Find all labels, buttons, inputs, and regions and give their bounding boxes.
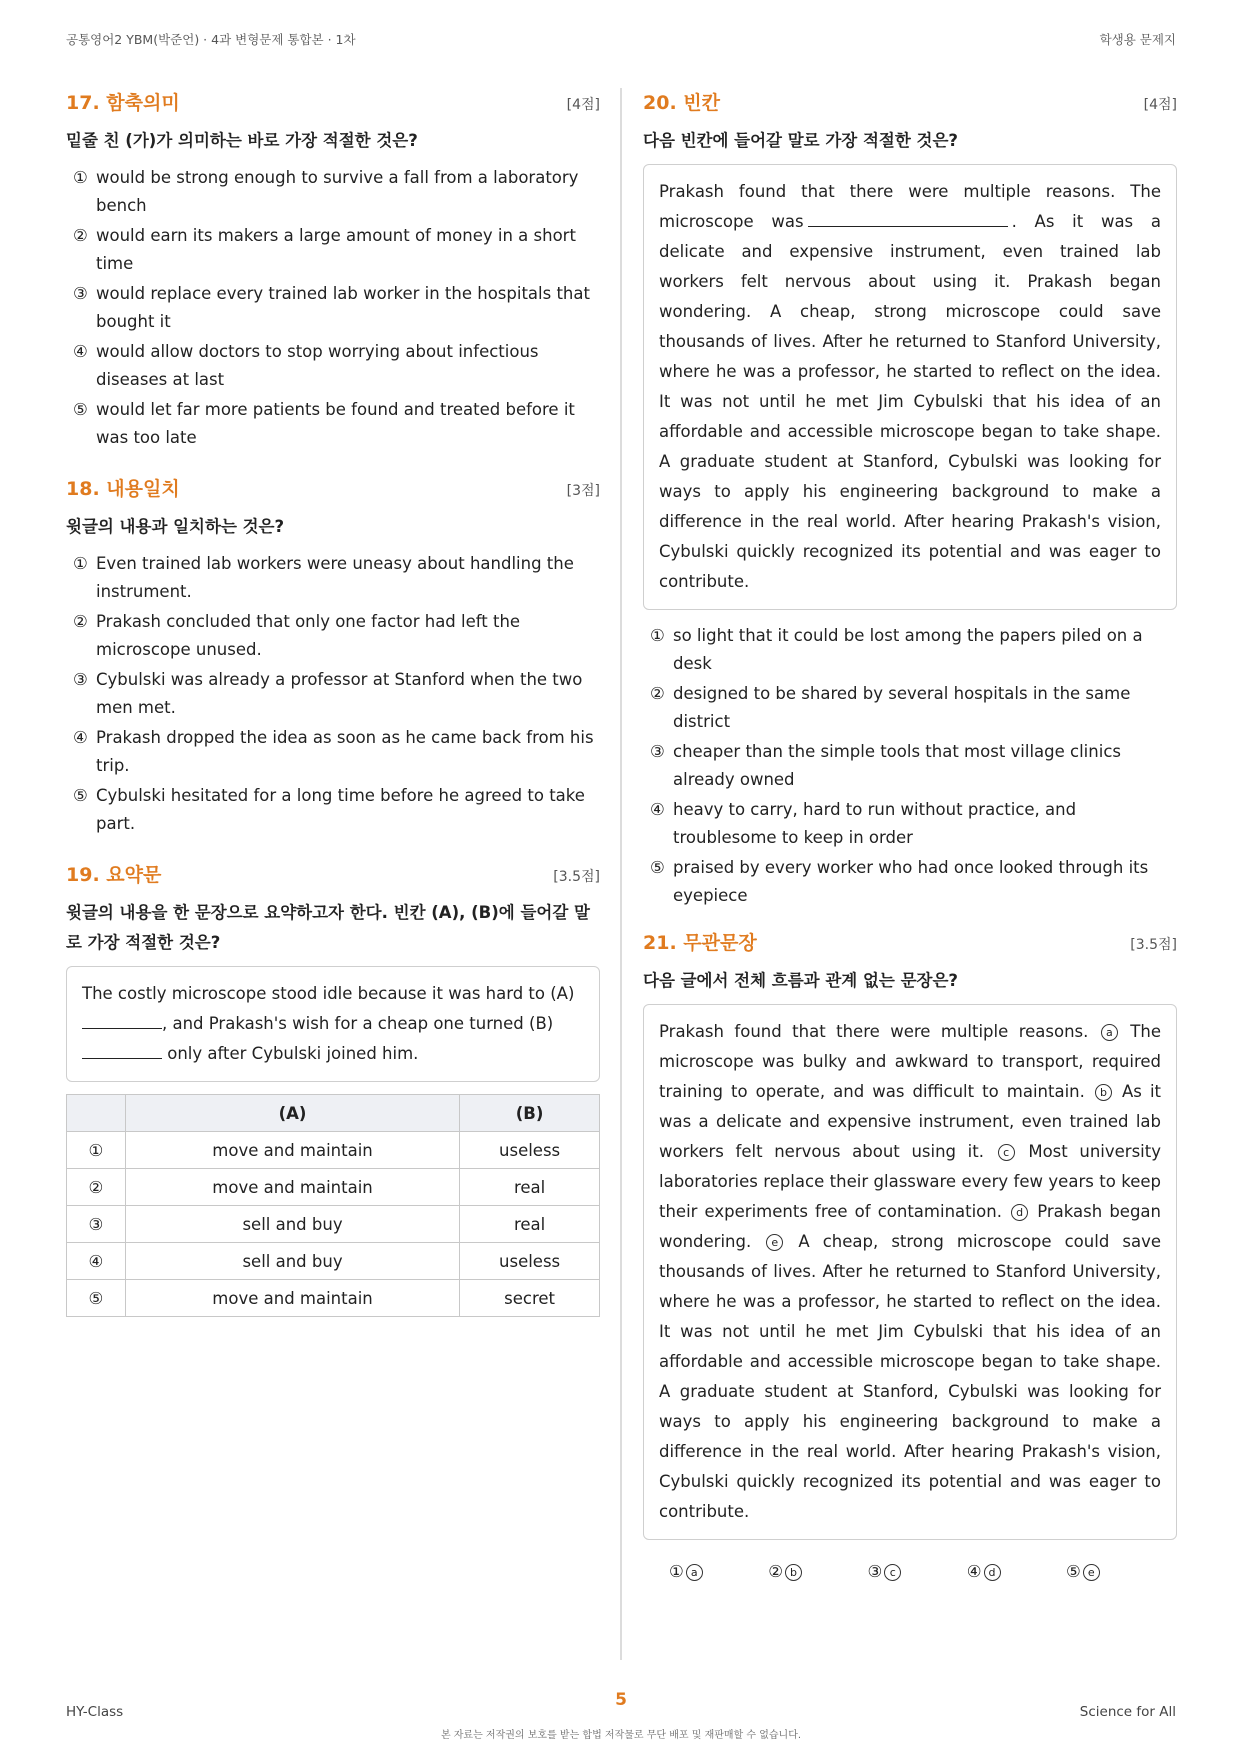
- table-cell-a: move and maintain: [125, 1132, 459, 1169]
- option[interactable]: [66, 222, 600, 278]
- question-21-choices: [643, 1562, 1177, 1581]
- option[interactable]: [66, 338, 600, 394]
- table-row[interactable]: [67, 1243, 600, 1280]
- choice-number: ⑤: [1066, 1562, 1081, 1581]
- page-header: [66, 30, 1176, 54]
- question-17-head: [66, 88, 600, 118]
- option-text: Prakash concluded that only one factor had left the microscope unused.: [96, 612, 521, 659]
- option-number: ④: [73, 728, 88, 747]
- table-cell-a: sell and buy: [125, 1243, 459, 1280]
- table-row[interactable]: [67, 1132, 600, 1169]
- question-19-points: [3.5점]: [553, 869, 600, 885]
- option-number: ③: [650, 742, 665, 761]
- choice-marker: c: [884, 1564, 901, 1581]
- question-21-title: 21. 무관문장: [643, 932, 757, 954]
- marker-e: e: [766, 1234, 783, 1251]
- option-number: ②: [73, 226, 88, 245]
- summary-part-2: , and Prakash's wish for a cheap one turned (B): [162, 1014, 554, 1033]
- table-row[interactable]: [67, 1169, 600, 1206]
- question-20-points: [4점]: [1143, 97, 1177, 113]
- question-19-head: [66, 860, 600, 890]
- table-cell-num: ⑤: [67, 1280, 126, 1317]
- option[interactable]: [66, 396, 600, 452]
- table-header-a: (A): [125, 1095, 459, 1132]
- header-right: 학생용 문제지: [1099, 32, 1176, 47]
- summary-part-1: The costly microscope stood idle because it was hard to (A): [82, 984, 575, 1003]
- option-text: so light that it could be lost among the papers piled on a desk: [673, 626, 1143, 673]
- option-number: ①: [650, 626, 665, 645]
- table-cell-num: ④: [67, 1243, 126, 1280]
- option[interactable]: [643, 796, 1177, 852]
- table-row[interactable]: [67, 1280, 600, 1317]
- question-18-title: 18. 내용일치: [66, 478, 180, 500]
- option[interactable]: [66, 724, 600, 780]
- option-text: would allow doctors to stop worrying about infectious diseases at last: [96, 342, 539, 389]
- answer-table: [66, 1094, 600, 1317]
- marker-a: a: [1101, 1024, 1118, 1041]
- blank-b[interactable]: [82, 1045, 162, 1059]
- question-20: [643, 88, 1177, 910]
- choice-number: ②: [768, 1562, 784, 1581]
- choice-5[interactable]: [1066, 1562, 1160, 1581]
- option-text: Cybulski was already a professor at Stanford when the two men met.: [96, 670, 583, 717]
- question-21-points: [3.5점]: [1130, 937, 1177, 953]
- question-19: [66, 860, 600, 1317]
- table-cell-a: sell and buy: [125, 1206, 459, 1243]
- choice-number: ④: [966, 1562, 982, 1581]
- question-20-title: 20. 빈칸: [643, 92, 720, 114]
- choice-marker: d: [984, 1564, 1001, 1581]
- question-19-prompt: 윗글의 내용을 한 문장으로 요약하고자 한다. 빈칸 (A), (B)에 들어갈 말로 가장 적절한 것은?: [66, 903, 590, 952]
- choice-3[interactable]: [868, 1562, 962, 1581]
- sentence-0: Prakash found that there were multiple reasons.: [659, 1022, 1089, 1041]
- marker-c: c: [998, 1144, 1015, 1161]
- option-text: would earn its makers a large amount of money in a short time: [96, 226, 576, 273]
- passage-before-blank: Prakash found that there were multiple reasons. The microscope was: [659, 182, 1161, 231]
- right-column: [643, 88, 1177, 1581]
- option[interactable]: [66, 164, 600, 220]
- option-number: ⑤: [73, 400, 88, 419]
- question-20-head: [643, 88, 1177, 118]
- option[interactable]: [643, 738, 1177, 794]
- choice-marker: e: [1083, 1564, 1100, 1581]
- option-number: ③: [73, 670, 88, 689]
- left-column: [66, 88, 600, 1317]
- option[interactable]: [643, 854, 1177, 910]
- option-number: ②: [650, 684, 665, 703]
- option-text: cheaper than the simple tools that most village clinics already owned: [673, 742, 1121, 789]
- copyright-notice: 본 자료는 저작권의 보호를 받는 합법 저작물로 무단 배포 및 재판매할 수 없습니다.: [440, 1730, 802, 1741]
- column-divider: [620, 88, 622, 1660]
- table-cell-b: secret: [460, 1280, 600, 1317]
- choice-number: ①: [669, 1562, 684, 1581]
- page-footer: [66, 1690, 1176, 1740]
- marker-b: b: [1095, 1084, 1112, 1101]
- table-cell-b: useless: [460, 1132, 600, 1169]
- table-cell-b: real: [460, 1206, 600, 1243]
- page-number: 5: [615, 1690, 627, 1710]
- option[interactable]: [643, 680, 1177, 736]
- option-text: would let far more patients be found and treated before it was too late: [96, 400, 575, 447]
- table-cell-num: ①: [67, 1132, 126, 1169]
- option-text: designed to be shared by several hospitals in the same district: [673, 684, 1131, 731]
- option-text: heavy to carry, hard to run without practice, and troublesome to keep in order: [673, 800, 1077, 847]
- sentence-b: As it was a delicate and expensive instrument, even trained lab workers felt nervous about using it.: [659, 1082, 1161, 1161]
- choice-marker: a: [686, 1564, 703, 1581]
- option-text: Even trained lab workers were uneasy about handling the instrument.: [96, 554, 574, 601]
- sentence-e: A cheap, strong microscope could save thousands of lives. After he returned to Stanford University, where he was a professor, he started to reflect on the idea. It was not until he met Jim Cybulski that his idea of an affordable and accessible microscope began to take shape. A graduate student at Stanford, Cybulski was looking for ways to apply his engineering background to make a difference in the real world. After hearing Prakash's vision, Cybulski quickly recognized its potential and was eager to contribute.: [659, 1232, 1161, 1521]
- question-17-options: [66, 164, 600, 452]
- question-18-points: [3점]: [566, 483, 600, 499]
- option[interactable]: [66, 782, 600, 838]
- passage-after-blank: . As it was a delicate and expensive instrument, even trained lab workers felt nervous about using it. Prakash began wondering. A cheap, strong microscope could save thousands of lives. After he returned to Stanford University, where he was a professor, he started to reflect on the idea. It was not until he met Jim Cybulski that his idea of an affordable and accessible microscope began to take shape. A graduate student at Stanford, Cybulski was looking for ways to apply his engineering background to make a difference in the real world. After hearing Prakash's vision, Cybulski quickly recognized its potential and was eager to contribute.: [659, 212, 1161, 591]
- question-20-options: [643, 622, 1177, 910]
- footer-right: Science for All: [1079, 1704, 1176, 1720]
- question-20-passage: [643, 164, 1177, 610]
- choice-2[interactable]: [768, 1562, 862, 1581]
- table-header-num: [67, 1095, 126, 1132]
- option[interactable]: [66, 608, 600, 664]
- option-text: Cybulski hesitated for a long time before he agreed to take part.: [96, 786, 585, 833]
- option[interactable]: [66, 280, 600, 336]
- choice-4[interactable]: [967, 1562, 1061, 1581]
- option[interactable]: [66, 550, 600, 606]
- table-cell-b: useless: [460, 1243, 600, 1280]
- table-cell-num: ③: [67, 1206, 126, 1243]
- question-18-head: [66, 474, 600, 504]
- question-21: [643, 928, 1177, 1581]
- question-17: [66, 88, 600, 452]
- option[interactable]: [66, 666, 600, 722]
- sentence-c: Most university laboratories replace their glassware every few years to keep their experiments free of contamination.: [659, 1142, 1161, 1221]
- option-number: ③: [73, 284, 88, 303]
- footer-left: HY-Class: [66, 1704, 124, 1720]
- question-17-prompt: 밑줄 친 (가)가 의미하는 바로 가장 적절한 것은?: [66, 131, 418, 150]
- question-17-title: 17. 함축의미: [66, 92, 180, 114]
- option-text: Prakash dropped the idea as soon as he came back from his trip.: [96, 728, 594, 775]
- table-cell-b: real: [460, 1169, 600, 1206]
- option[interactable]: [643, 622, 1177, 678]
- choice-marker: b: [785, 1564, 802, 1581]
- option-number: ④: [650, 800, 665, 819]
- sentence-a: The microscope was bulky and awkward to transport, required training to operate, and was difficult to maintain.: [659, 1022, 1161, 1101]
- question-21-prompt: 다음 글에서 전체 흐름과 관계 없는 문장은?: [643, 971, 959, 990]
- question-21-passage: [643, 1004, 1177, 1540]
- option-text: praised by every worker who had once looked through its eyepiece: [673, 858, 1149, 905]
- question-20-prompt: 다음 빈칸에 들어갈 말로 가장 적절한 것은?: [643, 131, 959, 150]
- option-number: ②: [73, 612, 88, 631]
- table-row[interactable]: [67, 1206, 600, 1243]
- question-18-prompt: 윗글의 내용과 일치하는 것은?: [66, 517, 285, 536]
- passage-blank[interactable]: [808, 211, 1008, 227]
- option-number: ①: [73, 168, 88, 187]
- question-18: [66, 474, 600, 838]
- option-text: would be strong enough to survive a fall from a laboratory bench: [96, 168, 579, 215]
- choice-1[interactable]: [669, 1562, 763, 1581]
- option-number: ①: [73, 554, 88, 573]
- table-cell-num: ②: [67, 1169, 126, 1206]
- question-17-points: [4점]: [566, 97, 600, 113]
- sentence-d: Prakash began wondering.: [659, 1202, 1161, 1251]
- marker-d: d: [1011, 1204, 1028, 1221]
- choice-number: ③: [867, 1562, 883, 1581]
- table-cell-a: move and maintain: [125, 1169, 459, 1206]
- table-header-row: [67, 1095, 600, 1132]
- option-number: ⑤: [650, 858, 665, 877]
- option-number: ⑤: [73, 786, 88, 805]
- summary-box: [66, 966, 600, 1082]
- question-21-head: [643, 928, 1177, 958]
- option-number: ④: [73, 342, 88, 361]
- question-19-title: 19. 요약문: [66, 864, 162, 886]
- blank-a[interactable]: [82, 1015, 162, 1029]
- header-left: 공통영어2 YBM(박준언) · 4과 변형문제 통합본 · 1차: [66, 32, 356, 47]
- summary-part-3: only after Cybulski joined him.: [162, 1044, 419, 1063]
- option-text: would replace every trained lab worker in the hospitals that bought it: [96, 284, 590, 331]
- table-cell-a: move and maintain: [125, 1280, 459, 1317]
- table-header-b: (B): [460, 1095, 600, 1132]
- question-18-options: [66, 550, 600, 838]
